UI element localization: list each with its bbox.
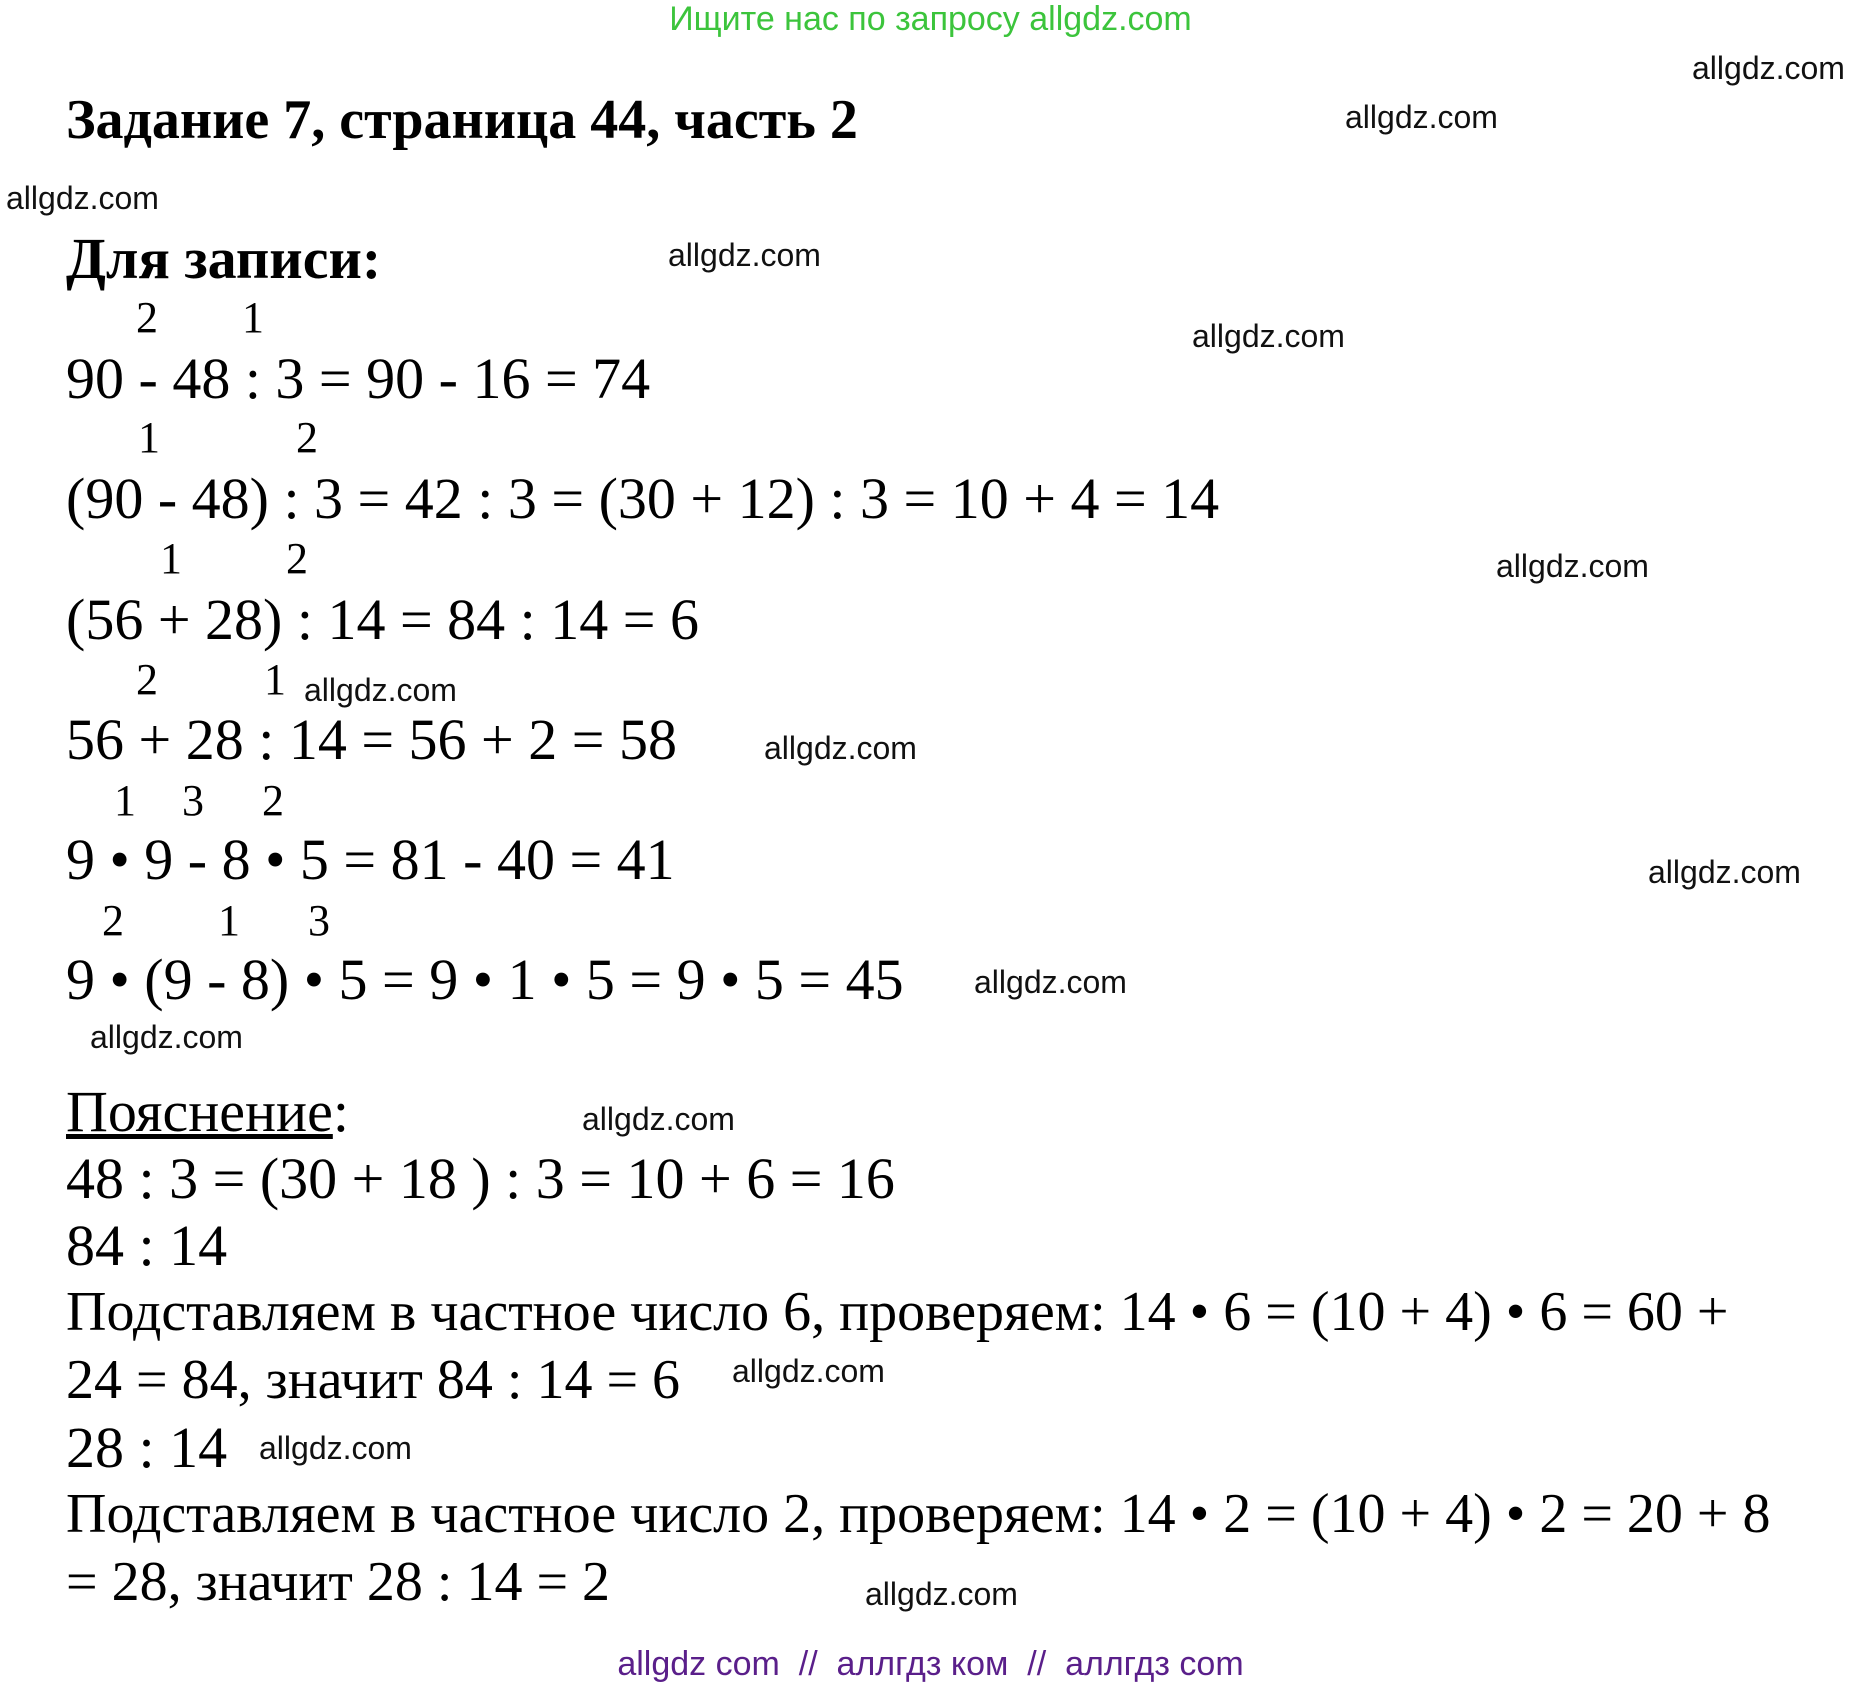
explanation-line: 24 = 84, значит 84 : 14 = 6: [66, 1349, 681, 1411]
watermark: allgdz.com: [668, 237, 821, 273]
watermark: allgdz.com: [1496, 548, 1649, 584]
order-number: 2: [296, 413, 318, 462]
watermark: allgdz.com: [732, 1353, 885, 1389]
watermark: allgdz.com: [974, 964, 1127, 1000]
equation: (90 - 48) : 3 = 42 : 3 = (30 + 12) : 3 = 10 + 4 = 14: [66, 466, 1220, 531]
order-number: 3: [182, 776, 204, 825]
page-title: Задание 7, страница 44, часть 2: [66, 89, 858, 151]
section-heading: Для записи:: [66, 226, 382, 291]
order-number: 1: [138, 413, 160, 462]
watermark: allgdz.com: [1192, 318, 1345, 354]
equation: 90 - 48 : 3 = 90 - 16 = 74: [66, 346, 651, 411]
explanation-line: 84 : 14: [66, 1213, 228, 1278]
order-number: 1: [160, 534, 182, 583]
watermark: allgdz.com: [764, 730, 917, 766]
order-number: 1: [264, 655, 286, 704]
explanation-line: = 28, значит 28 : 14 = 2: [66, 1551, 611, 1613]
explanation-label-text: Пояснение: [66, 1079, 333, 1144]
order-number: 1: [218, 896, 240, 945]
watermark: allgdz.com: [304, 672, 457, 708]
order-number: 2: [286, 534, 308, 583]
watermark: allgdz.com: [259, 1430, 412, 1466]
order-number: 1: [114, 776, 136, 825]
order-number: 2: [262, 776, 284, 825]
explanation-line: Подставляем в частное число 2, проверяем: 14 • 2 = (10 + 4) • 2 = 20 + 8: [66, 1483, 1771, 1545]
equation: 9 • (9 - 8) • 5 = 9 • 1 • 5 = 9 • 5 = 45: [66, 947, 904, 1012]
order-number: 1: [242, 293, 264, 342]
footer-watermark: allgdz com // аллгдз ком // аллгдз com: [617, 1645, 1244, 1683]
equation: 56 + 28 : 14 = 56 + 2 = 58: [66, 707, 677, 772]
watermark: allgdz.com: [1648, 854, 1801, 890]
watermark: allgdz.com: [6, 180, 159, 216]
equation: 9 • 9 - 8 • 5 = 81 - 40 = 41: [66, 827, 675, 892]
order-number: 2: [136, 655, 158, 704]
equation: (56 + 28) : 14 = 84 : 14 = 6: [66, 587, 699, 652]
order-number: 2: [102, 896, 124, 945]
watermark: allgdz.com: [582, 1101, 735, 1137]
explanation-line: 48 : 3 = (30 + 18 ) : 3 = 10 + 6 = 16: [66, 1146, 895, 1211]
explanation-line: 28 : 14: [66, 1415, 228, 1480]
explanation-line: Подставляем в частное число 6, проверяем: 14 • 6 = (10 + 4) • 6 = 60 +: [66, 1281, 1729, 1343]
watermark: allgdz.com: [865, 1576, 1018, 1612]
explanation-colon: :: [332, 1079, 349, 1144]
watermark: allgdz.com: [90, 1019, 243, 1055]
search-banner: Ищите нас по запросу allgdz.com: [669, 0, 1192, 38]
watermark: allgdz.com: [1345, 99, 1498, 135]
watermark: allgdz.com: [1692, 50, 1845, 86]
order-number: 2: [136, 293, 158, 342]
explanation-label: [66, 1078, 349, 1145]
order-number: 3: [308, 896, 330, 945]
